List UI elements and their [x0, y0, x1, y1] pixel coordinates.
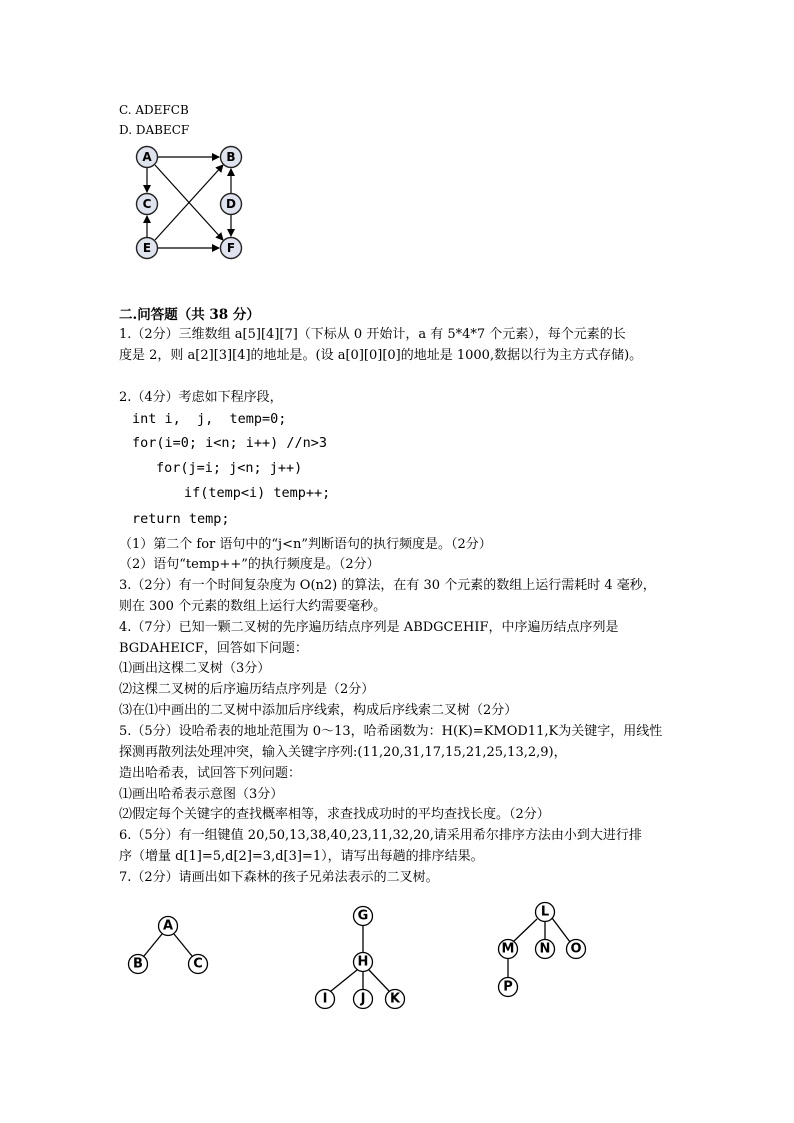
svg-text:O: O [570, 941, 582, 957]
tree-node-h [354, 953, 373, 972]
option-c: C. ADEFCB [119, 103, 189, 117]
svg-text:G: G [357, 908, 369, 924]
node-d [221, 194, 242, 215]
q3-line2: 则在 300 个元素的数组上运行大约需要毫秒。 [119, 599, 387, 614]
svg-text:L: L [540, 904, 550, 920]
code-line-2: for(i=0; i<n; i++) //n>3 [132, 435, 328, 451]
svg-text:D: D [226, 197, 236, 211]
code-line-3: for(j=i; j<n; j++) [156, 460, 303, 476]
node-b [221, 147, 242, 168]
svg-text:H: H [357, 954, 369, 970]
q4-line1: 4.（7分）已知一颗二叉树的先序遍历结点序列是 ABDGCEHIF，中序遍历结点序列是 [119, 620, 619, 635]
svg-text:C: C [193, 956, 203, 972]
svg-text:J: J [360, 991, 366, 1007]
tree-node-g [354, 907, 373, 926]
q5-line3: 造出哈希表，试回答下列问题： [119, 766, 302, 781]
svg-text:F: F [226, 241, 236, 255]
q4-part2: ⑵这棵二叉树的后序遍历结点序列是（2分） [119, 682, 375, 697]
directed-graph [130, 142, 250, 267]
q7-line1: 7.（2分）请画出如下森林的孩子兄弟法表示的二叉树。 [119, 870, 439, 885]
q2-sub2: （2）语句“temp++”的执行频度是。（2分） [119, 557, 380, 572]
q1-line2: 度是 2，则 a[2][3][4]的地址是。(设 a[0][0][0]的地址是 1000,数据以行为主方式存储)。 [119, 348, 643, 363]
q4-part1: ⑴画出这棵二叉树（3分） [119, 661, 271, 676]
q3-line1: 3.（2分）有一个时间复杂度为 O(n2) 的算法，在有 30 个元素的数组上运行需耗时 4 毫秒， [119, 578, 656, 593]
forest-tree-3 [488, 898, 598, 1003]
tree-node-j [354, 990, 373, 1009]
tree-node-m [499, 940, 518, 959]
q4-part3: ⑶在⑴中画出的二叉树中添加后序线索，构成后序线索二叉树（2分） [119, 703, 518, 718]
svg-text:B: B [133, 956, 143, 972]
svg-text:B: B [226, 150, 236, 164]
code-line-5: return temp; [132, 511, 230, 527]
forest-tree-1 [120, 910, 220, 980]
node-c [137, 194, 158, 215]
node-e [137, 238, 158, 259]
tree-node-o [567, 940, 586, 959]
svg-text:A: A [162, 918, 174, 934]
svg-text:K: K [389, 991, 401, 1007]
node-f [221, 238, 242, 259]
option-d: D. DABECF [119, 123, 190, 137]
tree-node-i [316, 990, 335, 1009]
svg-text:A: A [142, 150, 152, 164]
q6-line2: 序（增量 d[1]=5,d[2]=3,d[3]=1），请写出每趟的排序结果。 [119, 849, 484, 864]
q5-part2: ⑵假定每个关键字的查找概率相等，求查找成功时的平均查找长度。（2分） [119, 807, 550, 822]
svg-text:P: P [503, 979, 513, 995]
q4-line2: BGDAHEICF，回答如下问题： [119, 641, 308, 656]
q1-line1: 1.（2分）三维数组 a[5][4][7]（下标从 0 开始计，a 有 5*4*7 个元素），每个元素的长 [119, 327, 626, 342]
svg-text:C: C [142, 197, 152, 211]
q2-sub1: （1）第二个 for 语句中的“j<n”判断语句的执行频度是。（2分） [119, 537, 492, 552]
code-line-4: if(temp<i) temp++; [184, 485, 331, 501]
tree-node-a [159, 917, 178, 936]
forest-tree-2 [305, 900, 415, 1015]
code-line-1: int i, j, temp=0; [132, 411, 287, 427]
tree-node-b [129, 955, 148, 974]
tree-node-c [189, 955, 208, 974]
svg-text:N: N [539, 941, 551, 957]
tree-node-p [499, 978, 518, 997]
svg-text:I: I [322, 991, 328, 1007]
q5-line2: 探测再散列法处理冲突，输入关键字序列:(11,20,31,17,15,21,25,13,2,9)， [119, 745, 567, 760]
svg-text:M: M [501, 941, 515, 957]
q5-line1: 5.（5分）设哈希表的地址范围为 0～13，哈希函数为：H(K)=KMOD11,K为关键字，用线性 [119, 724, 663, 739]
q5-part1: ⑴画出哈希表示意图（3分） [119, 787, 284, 802]
q2-intro: 2.（4分）考虑如下程序段， [119, 390, 283, 405]
tree-node-n [536, 940, 555, 959]
graph-edges [147, 157, 231, 248]
svg-text:E: E [142, 241, 152, 255]
tree-node-l [536, 903, 555, 922]
tree-node-k [386, 990, 405, 1009]
q6-line1: 6.（5分）有一组键值 20,50,13,38,40,23,11,32,20,请采用希尔排序方法由小到大进行排 [119, 828, 642, 843]
node-a [137, 147, 158, 168]
section-title: 二.问答题（共 38 分） [119, 307, 260, 323]
